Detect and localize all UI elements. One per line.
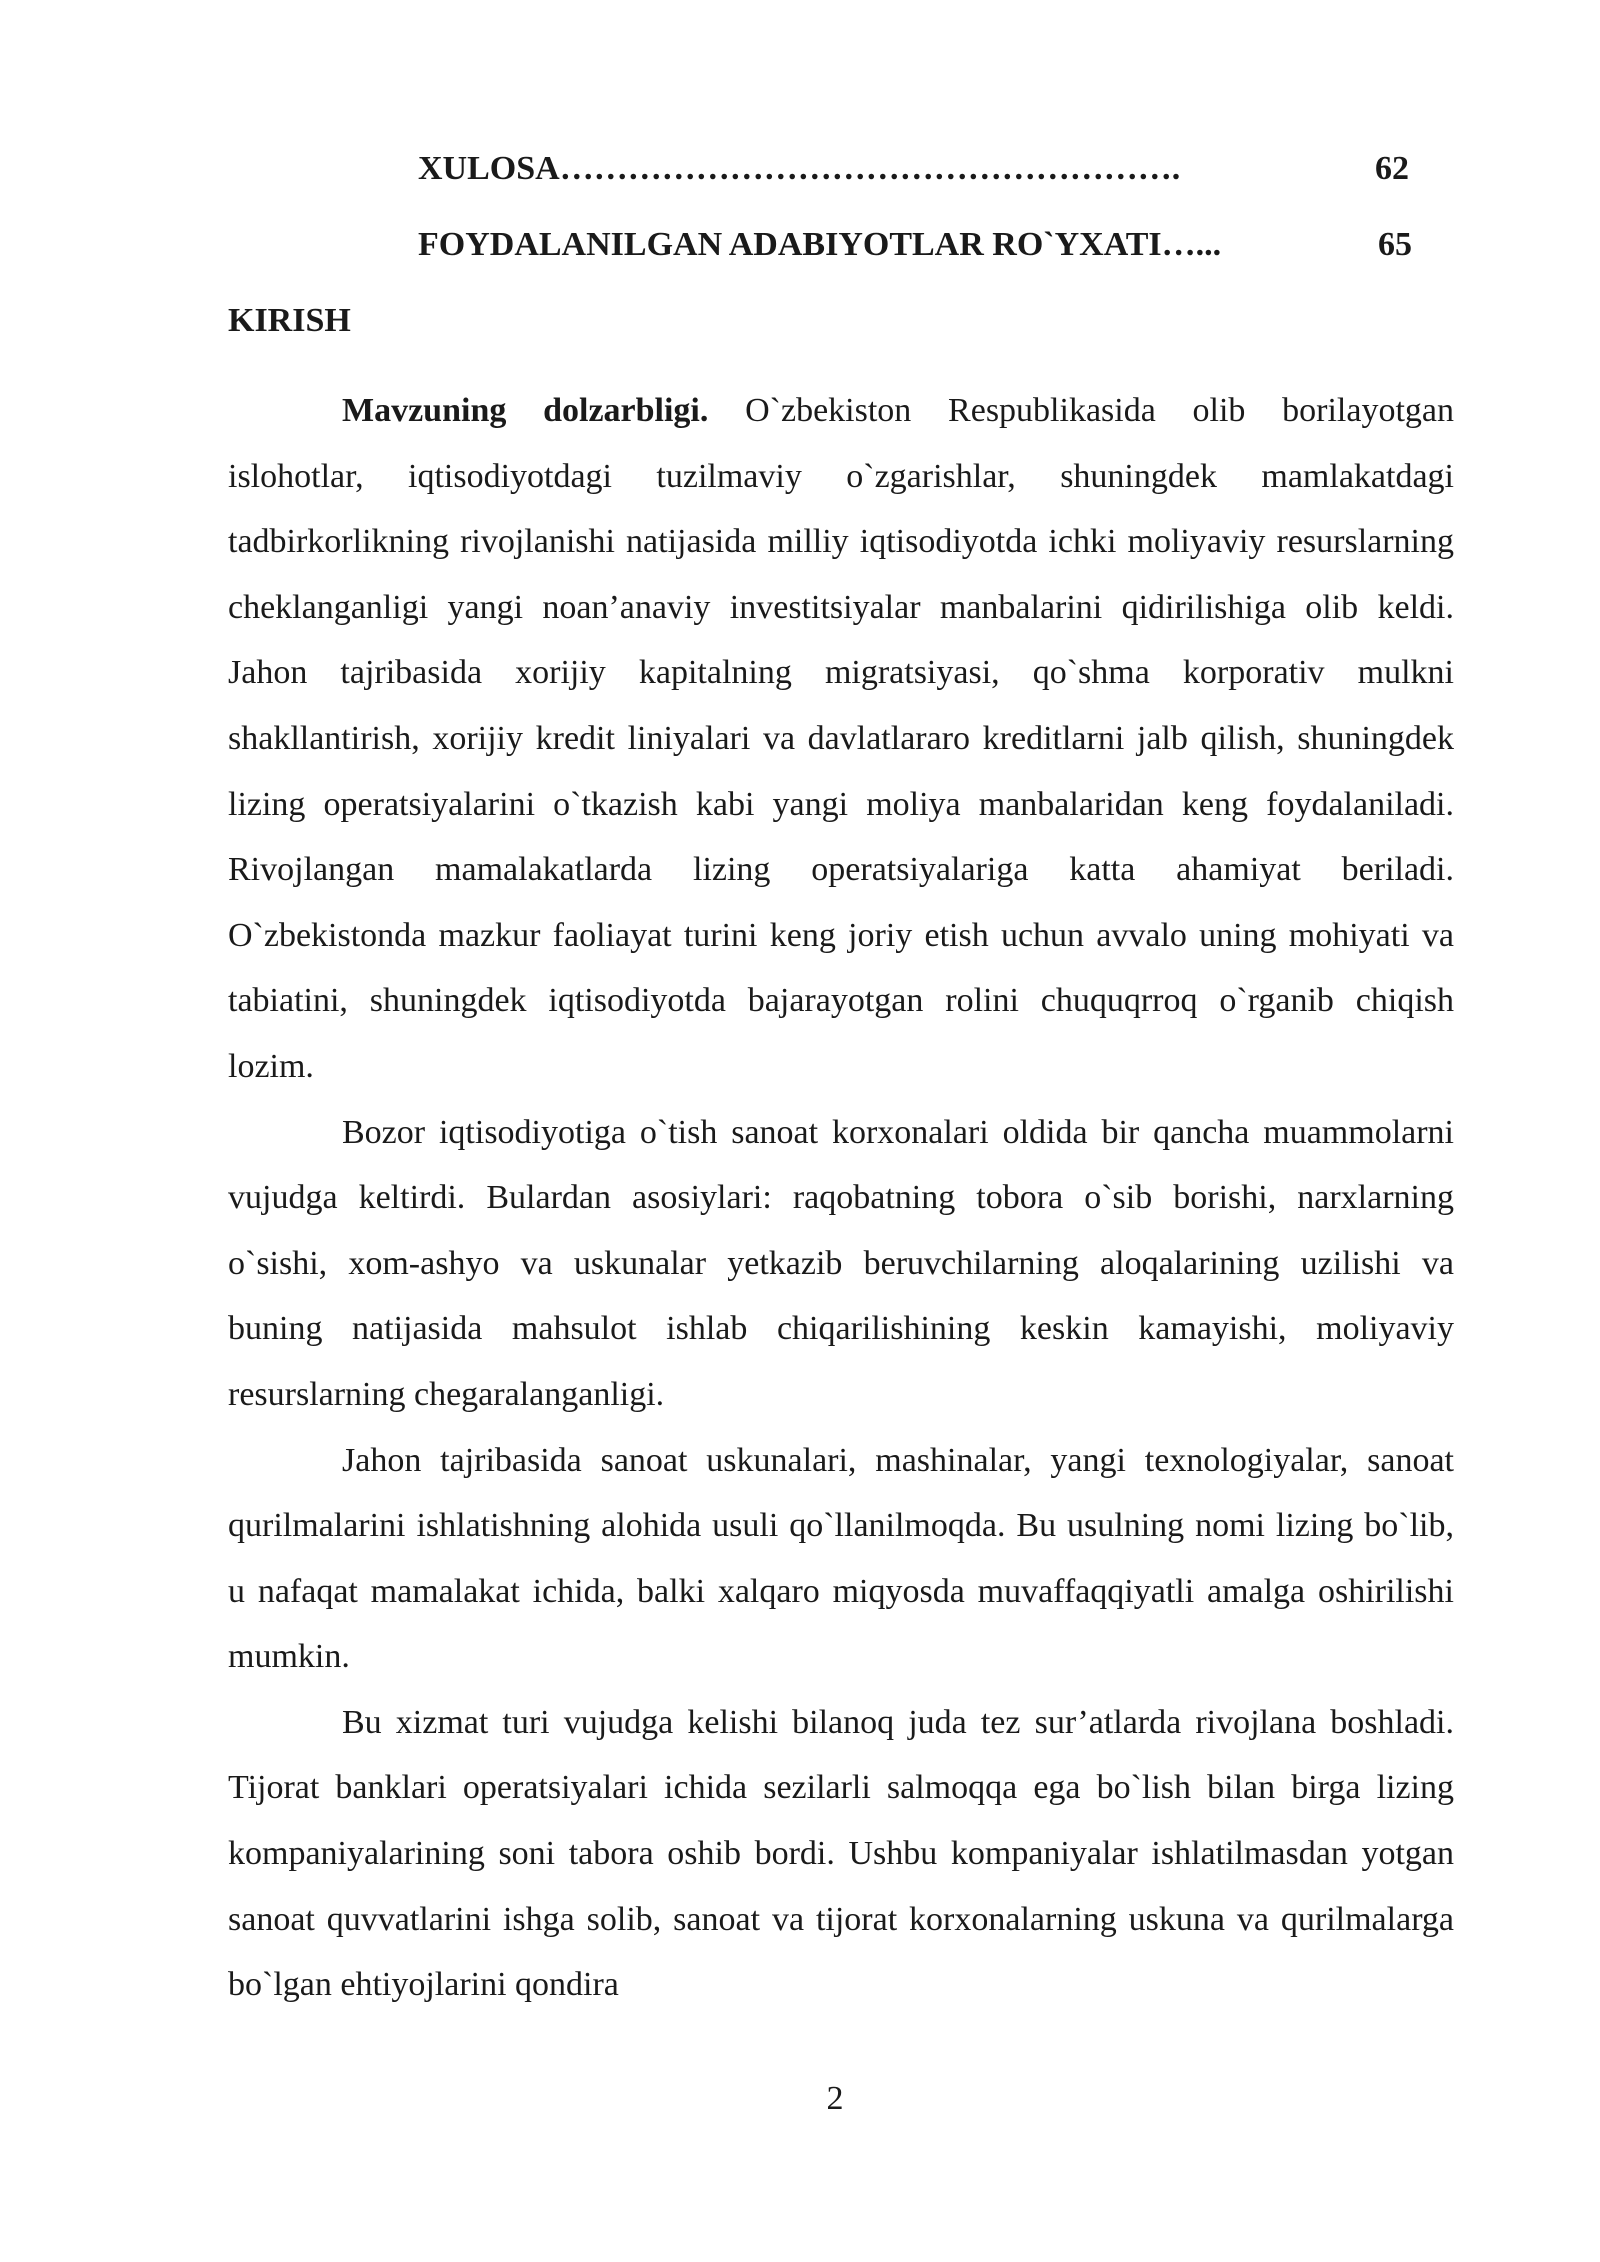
paragraph-text: Bu xizmat turi vujudga kelishi bilanoq juda tez sur’atlarda rivojlana boshladi. Tijorat banklari operatsiyalari ichida sezilarli salmoqqa ega bo`lish bilan birga lizing kompaniyalarining soni tabora oshib bordi. Ushbu kompaniyalar ishlatilmasdan yotgan sanoat quvvatlarini ishga solib, sanoat va tijorat korxonalarning uskuna va qurilmalarga bo`lgan ehtiyojlarini qondira <box>228 1703 1454 2004</box>
toc-entry-title: FOYDALANILGAN ADABIYOTLAR RO`YXATI…... <box>418 226 1222 263</box>
page-number: 2 <box>826 2080 844 2117</box>
paragraph <box>228 1690 1454 2018</box>
toc-entry-page-number: 65 <box>1378 226 1412 263</box>
paragraph <box>228 1100 1454 1428</box>
toc-entry-page-number: 62 <box>1375 150 1409 187</box>
paragraph <box>228 1428 1454 1690</box>
paragraph-text: Bozor iqtisodiyotiga o`tish sanoat korxonalari oldida bir qancha muammolarni vujudga keltirdi. Bulardan asosiylari: raqobatning tobora o`sib borishi, narxlarning o`sishi, xom-ashyo va uskunalar yetkazib beruvchilarning aloqalarining uzilishi va buning natijasida mahsulot ishlab chiqarilishining keskin kamayishi, moliyaviy resurslarning chegaralanganligi. <box>228 1113 1454 1413</box>
toc-entry-title: XULOSA………………………………………………. <box>418 150 1181 187</box>
paragraph-text: Jahon tajribasida sanoat uskunalari, mashinalar, yangi texnologiyalar, sanoat qurilmalarini ishlatishning alohida usuli qo`llanilmoqda. Bu usulning nomi lizing bo`lib, u nafaqat mamalakat ichida, balki xalqaro miqyosda muvaffaqqiyatli amalga oshirilishi mumkin. <box>228 1441 1454 1676</box>
body-text <box>228 378 1454 2018</box>
paragraph-text: O`zbekiston Respublikasida olib borilayotgan islohotlar, iqtisodiyotdagi tuzilmaviy o`zgarishlar, shuningdek mamlakatdagi tadbirkorlikning rivojlanishi natijasida milliy iqtisodiyotda ichki moliyaviy resurslarning cheklanganligi yangi noan’anaviy investitsiyalar manbalarini qidirilishiga olib keldi. Jahon tajribasida xorijiy kapitalning migratsiyasi, qo`shma korporativ mulkni shakllantirish, xorijiy kredit liniyalari va davlatlararo kreditlarni jalb qilish, shuningdek lizing operatsiyalarini o`tkazish kabi yangi moliya manbalaridan keng foydalaniladi. Rivojlangan mamalakatlarda lizing operatsiyalariga katta ahamiyat beriladi. O`zbekistonda mazkur faoliayat turini keng joriy etish uchun avvalo uning mohiyati va tabiatini, shuningdek iqtisodiyotda bajarayotgan rolini chuquqrroq o`rganib chiqish lozim. <box>228 392 1455 1085</box>
paragraph-lead: Mavzuning dolzarbligi. <box>342 392 709 429</box>
paragraph <box>228 378 1454 1100</box>
section-heading: KIRISH <box>228 302 351 339</box>
